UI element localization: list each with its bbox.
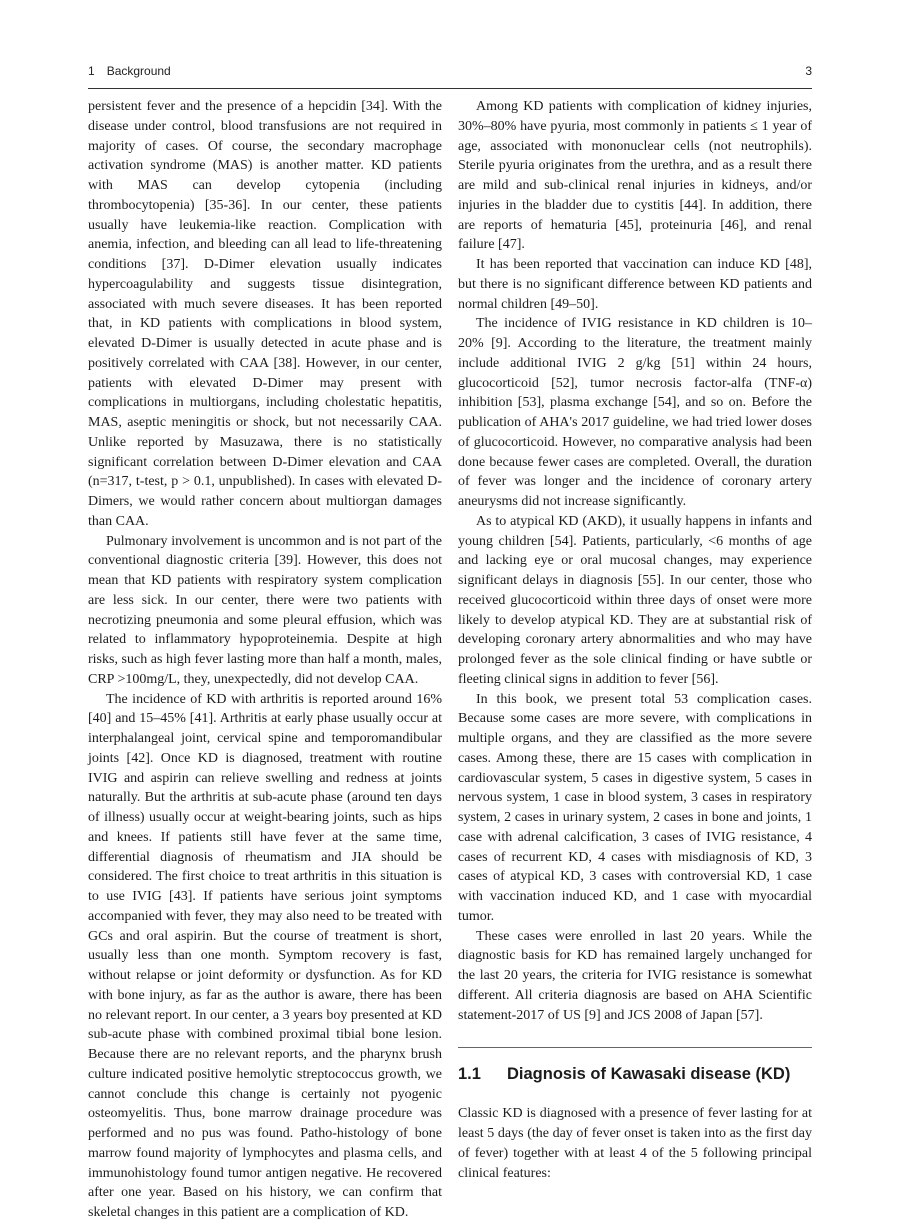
chapter-label	[88, 64, 171, 78]
right-column	[458, 97, 812, 1183]
paragraph: Pulmonary involvement is uncommon and is not part of the conventional diagnostic criteria [39]. However, this does not mean that KD patients with respiratory system complication are less sick. In our center, there were two patients with necrotizing pneumonia and some pleural effusion, which was related to inflammatory hypoproteinemia. Despite at high risks, such as high fever lasting more than half a month, males, CRP >100mg/L, they, unexpectedly, did not develop CAA.	[88, 533, 442, 687]
section-number: 1.1	[458, 1065, 481, 1084]
left-column	[88, 97, 442, 1223]
running-header	[88, 64, 812, 84]
paragraph: It has been reported that vaccination can induce KD [48], but there is no significant difference between KD patients and normal children [49–50].	[458, 257, 812, 312]
paragraph: These cases were enrolled in last 20 years. While the diagnostic basis for KD has remained largely unchanged for the last 20 years, the criteria for IVIG resistance is somewhat different. All criteria diagnosis are based on AHA Scientific statement-2017 of US [9] and JCS 2008 of Japan [57].	[458, 928, 812, 1023]
section-rule	[458, 1047, 812, 1048]
section-paragraph: Classic KD is diagnosed with a presence of fever lasting for at least 5 days (the day of fever onset is taken into as the first day of fever) together with at least 4 of the 5 following principal clinical features:	[458, 1106, 812, 1181]
section-title: Diagnosis of Kawasaki disease (KD)	[507, 1065, 791, 1084]
paragraph: persistent fever and the presence of a hepcidin [34]. With the disease under control, blood transfusions are not required in majority of cases. Of course, the secondary macrophage activation syndrome (MAS) is another matter. KD patients with MAS can develop cytopenia (including thrombocytopenia) [35-36]. In our center, these patients usually have leukemia-like reaction. Complication with anemia, infection, and bleeding can all lead to life-threatening conditions [37]. D-Dimer elevation usually indicates hypercoagulability and suggests tissue disintegration, associated with much severe diseases. It has been reported that, in KD patients with complications in blood system, elevated D-Dimer is usually detected in acute phase and is positively correlated with CAA [38]. However, in our center, patients with elevated D-Dimer may present with complications in multiorgans, including cholestatic hepatitis, MAS, aseptic meningitis or shock, but not necessarily CAA. Unlike reported by Masuzawa, there is no statistically significant correlation between D-Dimer elevation and CAA (n=317, t-test, p > 0.1, unpublished). In cases with elevated D-Dimers, we would rather concern about multiorgan damages than CAA.	[88, 99, 442, 529]
paragraph: The incidence of KD with arthritis is reported around 16% [40] and 15–45% [41]. Arthritis at early phase usually occur at interphalangeal joint, cervical spine and temporomandibular joints [42]. Once KD is diagnosed, treatment with routine IVIG and aspirin can relieve swelling and redness at joints naturally. But the arthritis at sub-acute phase (around ten days of illness) usually occur at weight-bearing joints, such as hips and knees. If patients still have fever at the same time, differential diagnosis of rheumatism and JIA should be considered. The first choice to treat arthritis in this situation is to use IVIG [43]. If patients have serious joint symptoms accompanied with fever, they may also need to be treated with GCs and oral aspirin. But the course of treatment is short, usually less than one month. Symptom recovery is fast, without relapse or joint deformity or dysfunction. As for KD with bone injury, as far as the author is aware, there has been no relevant report. In our center, a 3 years boy presented at KD sub-acute phase with combined proximal tibial bone lesion. Because there are no relevant reports, and the pharynx brush culture indicated positive hemolytic streptococcus growth, we cannot conclude this change is certainly not pyogenic osteomyelitis. Thus, bone marrow drainage procedure was performed and no pus was found. Patho-histology of bone marrow found majority of lymphocytes and plasma cells, and immunohistology found tumor antigen negative. He recovered after one year. Based on his history, we can confirm that skeletal changes in this patient are a complication of KD.	[88, 691, 442, 1220]
paragraph: In this book, we present total 53 complication cases. Because some cases are more severe, with complications in multiple organs, and they are classified as the more severe cases. Among these, there are 15 cases with complication in cardiovascular system, 5 cases in digestive system, 5 cases in nervous system, 1 case in blood system, 3 cases in respiratory system, 2 cases in urinary system, 2 cases in bone and joints, 1 case with adrenal calcification, 3 cases of IVIG resistance, 4 cases of recurrent KD, 4 cases with misdiagnosis of KD, 3 cases of atypical KD, 3 cases with controversial KD, 1 case with vaccination induced KD, and 1 case with myocardial tumor.	[458, 691, 812, 924]
page-number: 3	[805, 64, 812, 78]
header-rule	[88, 88, 812, 89]
chapter-number: 1	[88, 64, 95, 78]
paragraph: As to atypical KD (AKD), it usually happens in infants and young children [54]. Patients, particularly, <6 months of age and lacking eye or oral mucosal changes, may experience significant delays in diagnosis [55]. In our center, those who received glucocorticoid within three days of onset were more likely to develop atypical KD. They are at substantial risk of developing coronary artery abnormalities and who may have prolonged fever as the sole clinical finding or have subtle or fleeting clinical signs in addition to fever [56].	[458, 513, 812, 687]
paragraph: Among KD patients with complication of kidney injuries, 30%–80% have pyuria, most commonly in patients ≤ 1 year of age, associated with mononuclear cells (not neutrophils). Sterile pyuria originates from the urethra, and as a result there are mild and sub-clinical renal injuries in kidneys, and/or injuries in the bladder due to cystitis [44]. In addition, there are reports of hematuria [45], proteinuria [46], and renal failure [47].	[458, 99, 812, 253]
paragraph: The incidence of IVIG resistance in KD children is 10–20% [9]. According to the literature, the treatment mainly include additional IVIG 2 g/kg [51] within 24 hours, glucocorticoid [52], tumor necrosis factor-alfa (TNF-α) inhibition [53], plasma exchange [54], and so on. Before the publication of AHA's 2017 guideline, we had tried lower doses of glucocorticoid. However, no comparative analysis had been done because fewer cases are completed. Overall, the duration of fever was longer and the incidence of coronary artery aneurysms did not increase significantly.	[458, 316, 812, 509]
section-heading	[458, 1064, 812, 1084]
chapter-title: Background	[106, 64, 171, 78]
